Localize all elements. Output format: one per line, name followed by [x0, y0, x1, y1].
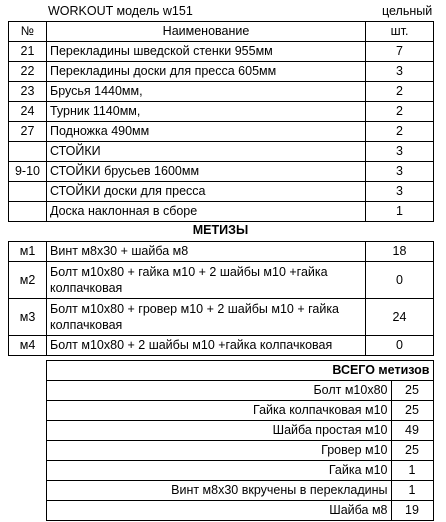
- fastener-name: Винт м8х30 + шайба м8: [47, 242, 366, 262]
- fastener-qty: 24: [366, 299, 434, 336]
- fastener-name: Болт м10х80 + 2 шайбы м10 +гайка колпачковая: [47, 336, 366, 356]
- row-name: Брусья 1440мм,: [47, 82, 366, 102]
- total-qty: 19: [391, 501, 433, 521]
- fastener-qty: 0: [366, 262, 434, 299]
- row-name: Подножка 490мм: [47, 122, 366, 142]
- table-row: [9, 82, 434, 102]
- row-qty: 7: [366, 42, 434, 62]
- row-number: [9, 182, 47, 202]
- fastener-qty: 0: [366, 336, 434, 356]
- fasteners-section-title: МЕТИЗЫ: [192, 223, 249, 237]
- fasteners-table: [8, 241, 434, 356]
- fastener-name: Болт м10х80 + гайка м10 + 2 шайбы м10 +гайка колпачковая: [47, 262, 366, 299]
- parts-table: [8, 21, 434, 222]
- table-row: [9, 142, 434, 162]
- column-header-number: №: [9, 22, 47, 42]
- table-row: [9, 262, 434, 299]
- total-qty: 1: [391, 481, 433, 501]
- total-name: Шайба простая м10: [46, 421, 391, 441]
- total-qty: 25: [391, 441, 433, 461]
- row-name: СТОЙКИ доски для пресса: [47, 182, 366, 202]
- table-row: [8, 501, 433, 521]
- totals-title: ВСЕГО метизов: [46, 361, 433, 381]
- total-name: Винт м8х30 вкручены в перекладины: [46, 481, 391, 501]
- row-name: СТОЙКИ: [47, 142, 366, 162]
- table-row: [9, 182, 434, 202]
- row-number: [9, 202, 47, 222]
- table-row: [8, 381, 433, 401]
- column-header-name: Наименование: [47, 22, 366, 42]
- table-row: [8, 441, 433, 461]
- fastener-code: м2: [9, 262, 47, 299]
- row-qty: 3: [366, 142, 434, 162]
- total-name: Шайба м8: [46, 501, 391, 521]
- table-row: [9, 299, 434, 336]
- fastener-code: м1: [9, 242, 47, 262]
- page-title: WORKOUT модель w151: [48, 4, 193, 18]
- table-row: [9, 122, 434, 142]
- table-row: [8, 481, 433, 501]
- table-row: [9, 62, 434, 82]
- row-name: Перекладины шведской стенки 955мм: [47, 42, 366, 62]
- fastener-code: м3: [9, 299, 47, 336]
- totals-table: [8, 360, 434, 521]
- row-name: Турник 1140мм,: [47, 102, 366, 122]
- row-number: [9, 142, 47, 162]
- total-qty: 25: [391, 401, 433, 421]
- parts-table-header: [9, 22, 434, 42]
- table-row: [9, 102, 434, 122]
- row-number: 22: [9, 62, 47, 82]
- total-name: Гайка колпачковая м10: [46, 401, 391, 421]
- row-qty: 2: [366, 82, 434, 102]
- row-qty: 3: [366, 162, 434, 182]
- row-number: 24: [9, 102, 47, 122]
- table-row: [9, 202, 434, 222]
- model-type-label: цельный: [382, 4, 433, 18]
- row-name: Перекладины доски для пресса 605мм: [47, 62, 366, 82]
- total-qty: 25: [391, 381, 433, 401]
- total-name: Гайка м10: [46, 461, 391, 481]
- row-number: 27: [9, 122, 47, 142]
- total-qty: 49: [391, 421, 433, 441]
- total-qty: 1: [391, 461, 433, 481]
- fastener-code: м4: [9, 336, 47, 356]
- row-qty: 2: [366, 122, 434, 142]
- row-qty: 2: [366, 102, 434, 122]
- totals-header-row: [8, 361, 433, 381]
- row-number: 23: [9, 82, 47, 102]
- row-number: 21: [9, 42, 47, 62]
- table-row: [8, 461, 433, 481]
- row-qty: 3: [366, 182, 434, 202]
- column-header-qty: шт.: [366, 22, 434, 42]
- fastener-name: Болт м10х80 + гровер м10 + 2 шайбы м10 + гайка колпачковая: [47, 299, 366, 336]
- table-row: [9, 42, 434, 62]
- fastener-qty: 18: [366, 242, 434, 262]
- total-name: Болт м10х80: [46, 381, 391, 401]
- row-name: СТОЙКИ брусьев 1600мм: [47, 162, 366, 182]
- row-qty: 3: [366, 62, 434, 82]
- row-number: 9-10: [9, 162, 47, 182]
- row-qty: 1: [366, 202, 434, 222]
- row-name: Доска наклонная в сборе: [47, 202, 366, 222]
- table-row: [9, 242, 434, 262]
- table-row: [8, 401, 433, 421]
- table-row: [9, 162, 434, 182]
- table-row: [9, 336, 434, 356]
- total-name: Гровер м10: [46, 441, 391, 461]
- table-row: [8, 421, 433, 441]
